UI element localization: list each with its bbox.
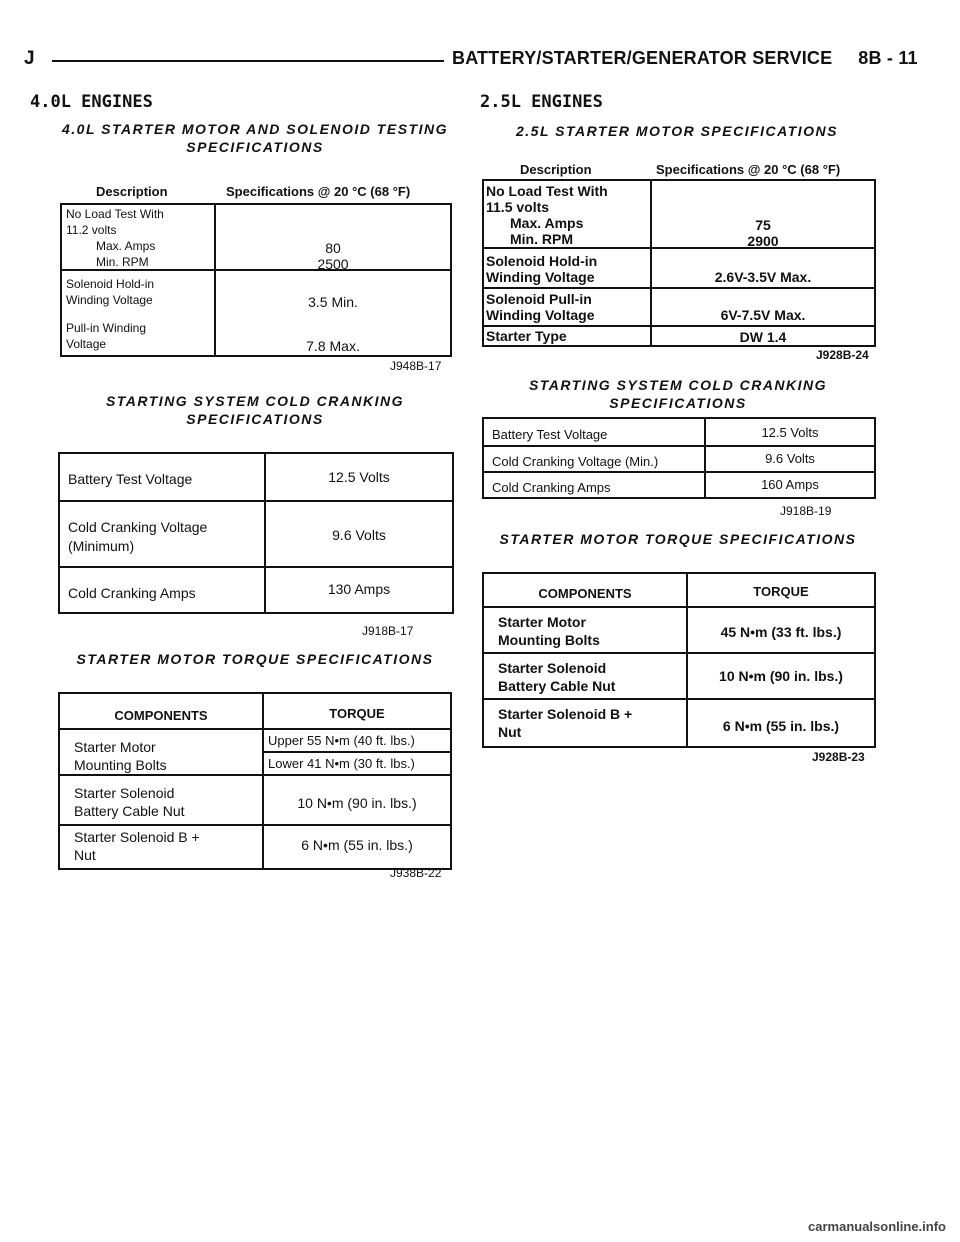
col-header-specifications: Specifications @ 20 °C (68 °F): [656, 162, 841, 177]
table-row: [483, 607, 875, 653]
row-label: Cold Cranking Voltage: [68, 519, 208, 535]
figure-code: J948B-17: [390, 359, 442, 373]
row-value: 6 N•m (55 in. lbs.): [722, 718, 840, 734]
caption-cold-cranking-4-0l: STARTING SYSTEM COLD CRANKING SPECIFICATIONS: [105, 393, 405, 427]
row-value: 130 Amps: [327, 581, 391, 597]
caption-4-0l-starter-testing: 4.0L STARTER MOTOR AND SOLENOID TESTING SPECIFICATIONS: [62, 121, 448, 155]
row-label: Battery Test Voltage: [492, 427, 608, 442]
spec-table-torque-2-5l: [482, 572, 876, 748]
row-value: 10 N•m (90 in. lbs.): [719, 668, 843, 684]
row-value: 75: [755, 217, 771, 233]
row-value: 2.6V-3.5V Max.: [714, 269, 812, 285]
table-row: [59, 501, 453, 567]
row-value-lower: Lower 41 N•m (30 ft. lbs.): [268, 756, 415, 771]
header-letter: J: [24, 48, 35, 69]
row-desc: 11.5 volts: [486, 199, 550, 215]
table-row: [59, 825, 451, 869]
engine-title-4-0l: 4.0L ENGINES: [30, 92, 153, 112]
caption-2-5l-starter: 2.5L STARTER MOTOR SPECIFICATIONS: [515, 123, 838, 139]
table-row: [483, 446, 875, 472]
row-desc: Starter Type: [486, 328, 567, 344]
row-value: 45 N•m (33 ft. lbs.): [720, 624, 842, 640]
row-desc: Solenoid Pull-in: [486, 291, 592, 307]
row-desc: Solenoid Hold-in: [486, 253, 598, 269]
figure-code: J918B-17: [362, 624, 414, 638]
row-label: Nut: [498, 724, 522, 740]
row-value: 2500: [317, 256, 349, 272]
row-label: Starter Solenoid B +: [74, 829, 200, 845]
figure-code: J938B-22: [390, 866, 442, 880]
table-row: [59, 729, 451, 775]
figure-code: J928B-24: [816, 348, 869, 362]
row-label: Cold Cranking Voltage (Min.): [492, 454, 659, 469]
row-desc: No Load Test With: [66, 207, 164, 221]
table-row: [483, 653, 875, 699]
table-row: [59, 567, 453, 613]
row-label: Battery Test Voltage: [68, 471, 193, 487]
row-desc: No Load Test With: [486, 183, 608, 199]
spec-table-cold-cranking-2-5l: [482, 417, 876, 499]
row-value: 12.5 Volts: [761, 425, 819, 440]
col-header-torque: TORQUE: [329, 706, 385, 721]
row-value: 12.5 Volts: [328, 469, 390, 485]
table-row: [483, 573, 875, 607]
row-label: Nut: [74, 847, 96, 863]
row-label: (Minimum): [68, 538, 135, 554]
header-title: BATTERY/STARTER/GENERATOR SERVICE 8B - 11: [452, 48, 918, 68]
row-value: 3.5 Min.: [308, 294, 358, 310]
caption-torque-2-5l: STARTER MOTOR TORQUE SPECIFICATIONS: [499, 531, 857, 547]
row-desc: Winding Voltage: [486, 307, 595, 323]
row-label: Cold Cranking Amps: [68, 585, 196, 601]
row-value: 10 N•m (90 in. lbs.): [297, 795, 417, 811]
row-desc: Min. RPM: [510, 231, 573, 247]
spec-table-torque-4-0l: [58, 692, 452, 870]
col-header-specifications: Specifications @ 20 °C (68 °F): [226, 184, 411, 199]
row-label: Battery Cable Nut: [74, 803, 185, 819]
table-row: [483, 288, 875, 326]
row-desc: Winding Voltage: [66, 293, 153, 307]
row-desc: Winding Voltage: [486, 269, 595, 285]
row-value-upper: Upper 55 N•m (40 ft. lbs.): [268, 733, 415, 748]
row-value: 6 N•m (55 in. lbs.): [301, 837, 413, 853]
row-label: Mounting Bolts: [74, 757, 167, 773]
row-label: Starter Solenoid B +: [498, 706, 633, 722]
footer-watermark: carmanualsonline.info: [808, 1219, 946, 1234]
col-header-components: COMPONENTS: [538, 586, 632, 601]
header-rule: [52, 60, 444, 62]
row-value: 9.6 Volts: [765, 451, 815, 466]
col-header-description: Description: [520, 162, 592, 177]
caption-cold-cranking-2-5l: STARTING SYSTEM COLD CRANKING SPECIFICATIONS: [528, 377, 828, 411]
col-header-torque: TORQUE: [753, 584, 809, 599]
row-desc: Voltage: [66, 337, 107, 351]
row-label: Mounting Bolts: [498, 632, 600, 648]
row-desc: 11.2 volts: [66, 223, 117, 237]
row-value: 6V-7.5V Max.: [720, 307, 806, 323]
spec-table-cold-cranking-4-0l: [58, 452, 454, 614]
row-value: DW 1.4: [739, 329, 787, 345]
spec-table-4-0l-starter: [60, 203, 452, 357]
table-row: [483, 699, 875, 747]
table-row: [59, 453, 453, 501]
table-row: [483, 472, 875, 498]
row-desc: Solenoid Hold-in: [66, 277, 155, 291]
table-row: [59, 693, 451, 729]
row-desc: Pull-in Winding: [66, 321, 147, 335]
row-label: Starter Solenoid: [498, 660, 607, 676]
row-value: 160 Amps: [761, 477, 819, 492]
col-header-description: Description: [96, 184, 168, 199]
row-value: 80: [325, 240, 341, 256]
row-label: Starter Motor: [498, 614, 586, 630]
row-desc: Max. Amps: [510, 215, 584, 231]
row-label: Cold Cranking Amps: [492, 480, 611, 495]
col-header-components: COMPONENTS: [114, 708, 208, 723]
engine-title-2-5l: 2.5L ENGINES: [480, 92, 603, 112]
row-value: 2900: [747, 233, 779, 249]
row-label: Starter Motor: [74, 739, 156, 755]
table-row: [483, 180, 875, 248]
caption-torque-4-0l: STARTER MOTOR TORQUE SPECIFICATIONS: [76, 651, 434, 667]
figure-code: J918B-19: [780, 504, 832, 518]
row-desc: Max. Amps: [96, 239, 156, 253]
table-row: [61, 270, 451, 356]
table-row: [59, 775, 451, 825]
row-desc: Min. RPM: [96, 255, 149, 269]
row-value: 9.6 Volts: [332, 527, 386, 543]
row-label: Battery Cable Nut: [498, 678, 616, 694]
row-label: Starter Solenoid: [74, 785, 175, 801]
spec-table-2-5l-starter: [482, 179, 876, 347]
table-row: [483, 418, 875, 446]
table-row: [483, 326, 875, 346]
table-row: [61, 204, 451, 270]
figure-code: J928B-23: [812, 750, 865, 764]
table-row: [483, 248, 875, 288]
row-value: 7.8 Max.: [306, 338, 360, 354]
